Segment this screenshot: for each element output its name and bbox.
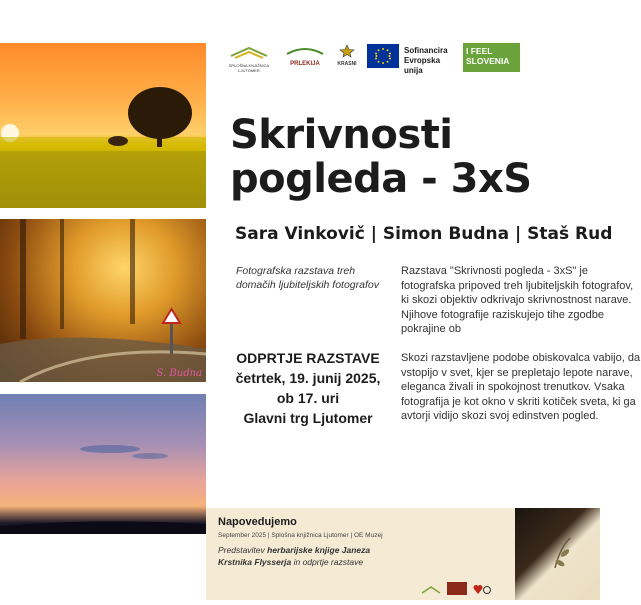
dusk-sky-photo [0, 394, 206, 534]
sunset-field-photo [0, 43, 206, 208]
opening-date: četrtek, 19. junij 2025, [235, 370, 381, 386]
herbarium-book-photo [515, 508, 600, 600]
eu-cofunded-label: Sofinancira Evropska unija [404, 46, 448, 75]
exhibition-title: Skrivnosti pogleda - 3xS [230, 112, 532, 202]
krasni-logo: KRASNI [334, 44, 360, 72]
library-logo-icon [227, 44, 271, 60]
forest-road-illustration [0, 219, 206, 382]
banner-line-2 [218, 557, 363, 567]
banner-line-1-pre: Predstavitev [218, 545, 268, 555]
library-logo: SPLOŠNA KNJIŽNICA LJUTOMER [227, 44, 271, 72]
photo-watermark: S. Budna [156, 368, 202, 379]
opening-info [222, 348, 394, 428]
i-feel-slovenia-logo: I FEEL SLOVENIA [463, 43, 520, 72]
prlekija-logo: PRLEKIJA [283, 44, 327, 72]
dusk-sky-illustration [0, 394, 206, 534]
banner-line-1 [218, 545, 370, 555]
opening-time: ob 17. uri [276, 390, 340, 406]
star-icon [339, 44, 355, 58]
description-paragraph-2: Skozi razstavljene podobe obiskovalca vabijo, da vstopijo v svet, kjer se prepletajo lepote narave, eleganca živali in spokojnost trenutkov. Vsaka fotografija je kot okno v skriti kotiček sveta, ki ga avtorji vidijo skozi svoj edinstven pogled. [401, 352, 641, 422]
description-paragraph-1: Razstava "Skrivnosti pogleda - 3xS" je fotografska pripoved treh ljubiteljskih fotografov, ki skozi objektiv odkrivajo skrivnostnost narave. Njihove fotografije raziskujejo tihe zgodbe pokrajine ob [401, 265, 634, 335]
horizon-silhouette [0, 521, 206, 534]
banner-line-1-bold: herbarijske knjige Janeza [267, 545, 371, 555]
eu-flag-icon [367, 44, 399, 68]
banner-line-2-post: in odprtje razstave [291, 557, 364, 567]
banner-meta: September 2025 | Splošna knjižnica Ljutomer | OE Muzej [218, 532, 383, 539]
forest-road-photo [0, 219, 206, 382]
opening-heading: ODPRTJE RAZSTAVE [236, 350, 380, 366]
footer-library-logo [420, 583, 442, 595]
footer-heart-logo [472, 583, 492, 595]
sunset-field-illustration [0, 43, 206, 208]
footer-museum-logo [447, 582, 467, 595]
banner-line-2-bold: Krstnika Flysserja [218, 557, 292, 567]
deer-warning-sign-icon [163, 309, 180, 323]
banner-title: Napovedujemo [218, 516, 297, 528]
authors-line: Sara Vinkovič | Simon Budna | Staš Rud [235, 224, 613, 244]
opening-place: Glavni trg Ljutomer [243, 410, 373, 426]
prlekija-logo-icon [283, 44, 327, 58]
exhibition-subtitle: Fotografska razstava treh domačih ljubiteljskih fotografov [236, 265, 379, 291]
herbarium-illustration [515, 508, 600, 600]
